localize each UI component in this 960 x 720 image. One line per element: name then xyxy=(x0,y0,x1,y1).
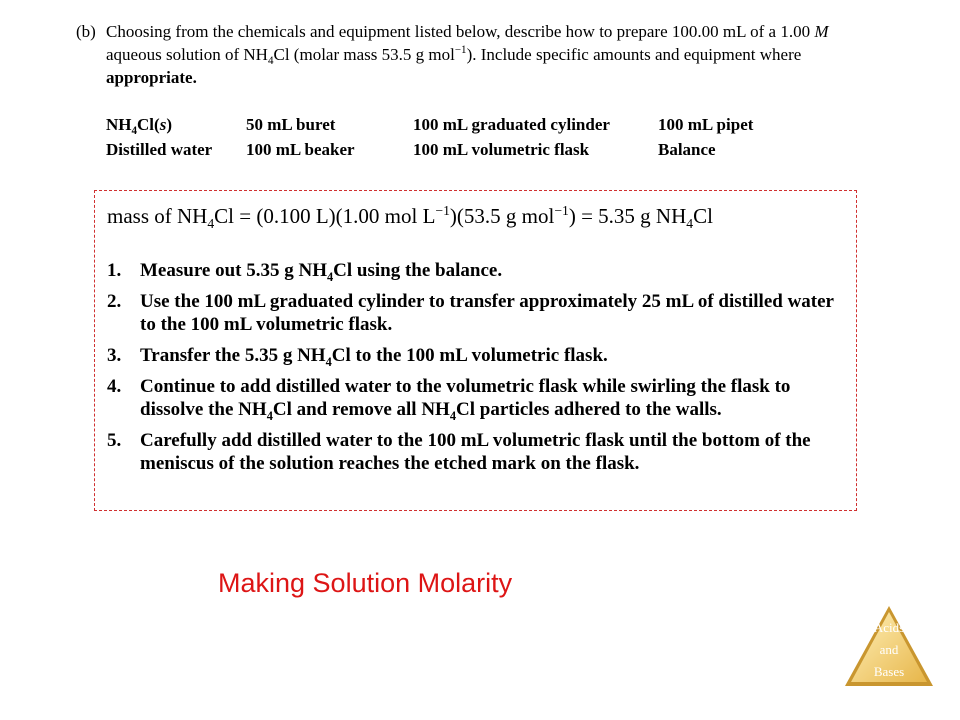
step-text: Continue to add distilled water to the volumetric flask while swirling the flask to dissolve the $NH_4Cl$ and remove all $NH_4Cl$ particles adhered to the walls. xyxy=(140,376,791,423)
step-number: 4. xyxy=(107,376,122,397)
step-item xyxy=(107,429,852,475)
step-number: 2. xyxy=(107,291,122,312)
step-number: 1. xyxy=(107,260,122,281)
chem-item: 100 mL beaker xyxy=(246,140,355,159)
step-number: 3. xyxy=(107,345,122,366)
step-item xyxy=(107,259,852,282)
answer-box xyxy=(94,190,857,511)
chem-item: 100 mL graduated cylinder xyxy=(413,115,610,134)
chem-item: 50 mL buret xyxy=(246,115,336,134)
step-text: Transfer the 5.35 g $NH_4Cl$ to the 100 mL volumetric flask. xyxy=(140,345,608,369)
step-text: Carefully add distilled water to the 100 mL volumetric flask until the bottom of the meniscus of the solution reaches the etched mark on the flask. xyxy=(140,430,811,474)
chem-item: Balance xyxy=(658,140,716,159)
procedure-steps xyxy=(107,259,852,483)
question-line-1: Choosing from the chemicals and equipment listed below, describe how to prepare 100.00 mL of a 1.00 M xyxy=(106,22,829,41)
step-item xyxy=(107,375,852,421)
chem-item: 100 mL volumetric flask xyxy=(413,140,590,159)
logo-text: Acids and Bases xyxy=(873,620,905,679)
chem-item: 100 mL pipet xyxy=(658,115,754,134)
acids-bases-logo[interactable] xyxy=(843,604,935,688)
question-line-3: appropriate. xyxy=(106,68,197,87)
step-item xyxy=(107,290,852,336)
chem-item: Distilled water xyxy=(106,140,213,159)
question-body xyxy=(106,20,926,89)
step-number: 5. xyxy=(107,430,122,451)
question-line-2: aqueous solution of $NH_4Cl$ (molar mass 53.5 g mol$^{-1}$). Include specific amounts and equipment where xyxy=(106,44,802,68)
mass-calculation: mass of $NH_4Cl = (0.100$ L)(1.00 mol $L^{-1})(53.5$ g mol$^{-1}$) = 5.35 g $NH_4Cl$ xyxy=(107,202,713,232)
question-text xyxy=(76,20,926,89)
step-item xyxy=(107,344,852,367)
step-text: Use the 100 mL graduated cylinder to transfer approximately 25 mL of distilled water to the 100 mL volumetric flask. xyxy=(140,291,834,335)
step-text: Measure out 5.35 g $NH_4Cl$ using the balance. xyxy=(140,260,503,284)
question-label: (b) xyxy=(76,22,96,41)
chem-item: $NH_4Cl(s)$ xyxy=(106,115,172,138)
slide-title: Making Solution Molarity xyxy=(218,568,513,598)
